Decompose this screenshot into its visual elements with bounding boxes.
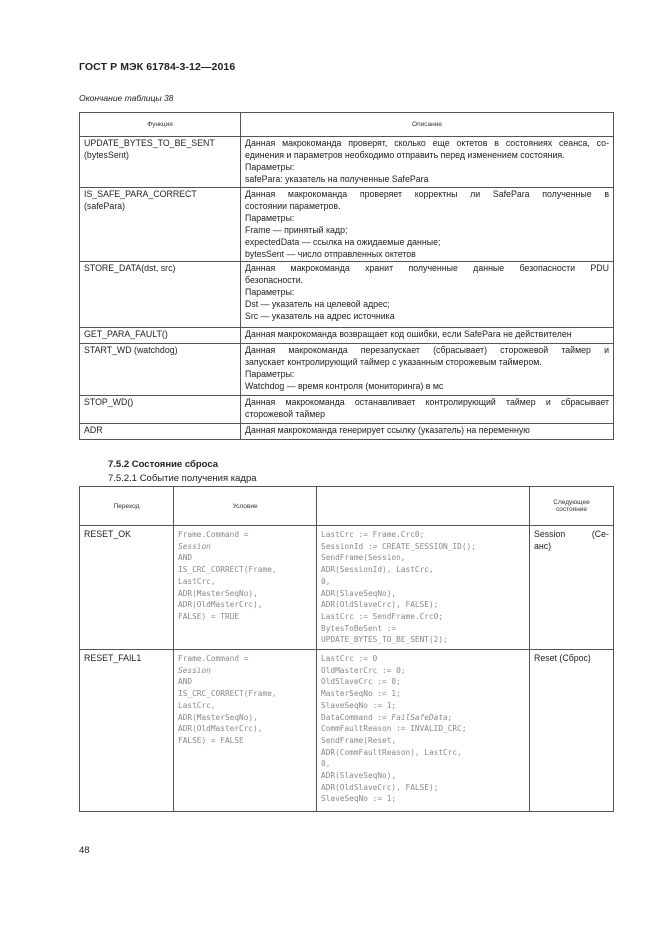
- next-state-line: анс): [534, 540, 552, 551]
- table-row: [80, 396, 614, 424]
- code-line: SlaveSeqNo := 1;: [321, 700, 397, 710]
- code-text: FailSafeData;: [391, 712, 453, 722]
- code-line: LastCrc,: [178, 576, 216, 586]
- next-state-cell: [530, 650, 614, 812]
- description-line: Параметры:: [245, 212, 295, 223]
- column-header-condition: Условие: [174, 487, 317, 526]
- transition-cell: RESET_FAIL1: [80, 650, 174, 812]
- description-line: сторожевой таймер: [245, 409, 326, 420]
- description-line: Параметры:: [245, 287, 295, 298]
- condition-cell: [174, 650, 317, 812]
- description-cell: [241, 137, 614, 188]
- description-cell: [241, 344, 614, 396]
- code-line: OldMasterCrc := 0;: [321, 665, 406, 675]
- column-header-function: Функция: [80, 113, 241, 137]
- function-name: STOP_WD(): [84, 397, 134, 408]
- function-cell: [80, 328, 241, 344]
- description-line: Параметры:: [245, 369, 295, 380]
- function-name: UPDATE_BYTES_TO_BE_SENT: [84, 138, 215, 148]
- table-row: [80, 424, 614, 440]
- code-line: ADR(OldSlaveCrc), FALSE);: [321, 782, 439, 792]
- code-line: ADR(OldSlaveCrc), FALSE);: [321, 600, 439, 610]
- description-line: Параметры:: [245, 161, 295, 172]
- description-line: Данная макрокоманда возвращает код ошибки, если SafePara не действителен: [245, 329, 572, 340]
- column-header-next-state: [530, 487, 614, 526]
- column-header-description: Описание: [241, 113, 614, 137]
- code-line: Frame.Command =: [178, 654, 249, 663]
- description-cell: [241, 396, 614, 424]
- description-line: Watchdog — время контроля (мониторинга) в мс: [245, 381, 444, 392]
- code-line: ADR(OldMasterCrc),: [178, 600, 263, 610]
- code-line: Session: [178, 665, 211, 675]
- action-cell: [317, 526, 530, 650]
- table-header-row: [80, 487, 614, 526]
- code-line: SendFrame(Reset,: [321, 735, 397, 745]
- description-line: единения и параметров необходимо отправить перед изменением состояния.: [245, 149, 565, 160]
- table-row: [80, 526, 614, 650]
- function-cell: [80, 188, 241, 262]
- column-header-transition: Переход: [80, 487, 174, 526]
- action-cell: [317, 650, 530, 812]
- function-cell: [80, 262, 241, 328]
- standard-header: ГОСТ Р МЭК 61784-3-12—2016: [79, 61, 236, 73]
- table-row: [80, 137, 614, 188]
- table-row: [80, 262, 614, 328]
- header-line: Следующее: [553, 499, 590, 506]
- code-line: FALSE) = FALSE: [178, 735, 244, 745]
- subsection-heading: 7.5.2.1 Событие получения кадра: [108, 473, 257, 484]
- page-number: 48: [79, 845, 90, 856]
- code-line: AND: [178, 553, 193, 563]
- description-line: состоянии параметров.: [245, 200, 341, 211]
- description-cell: [241, 424, 614, 440]
- code-line: ADR(SlaveSeqNo),: [321, 588, 397, 598]
- code-line: LastCrc := Frame.Crc0;: [321, 530, 425, 539]
- code-line: Frame.Command =: [178, 530, 249, 539]
- description-cell: [241, 188, 614, 262]
- description-cell: [241, 262, 614, 328]
- description-line: Dst — указатель на целевой адрес;: [245, 299, 390, 310]
- code-line: 0,: [321, 759, 331, 769]
- function-params: (bytesSent): [84, 149, 129, 160]
- function-params: (safePara): [84, 200, 126, 211]
- code-line: IS_CRC_CORRECT(Frame,: [178, 689, 277, 699]
- description-line: безопасности.: [245, 275, 304, 286]
- function-name: STORE_DATA(dst, src): [84, 263, 176, 274]
- next-state-line: Reset (Сброс): [534, 653, 591, 663]
- section-heading: 7.5.2 Состояние сброса: [108, 459, 219, 470]
- description-line: Данная макрокоманда останавливает контролирующий таймер и сбрасывает: [245, 397, 609, 408]
- description-line: Данная макрокоманда проверят, сколько еще октетов в состояниях сеанса, со-: [245, 138, 609, 148]
- code-line: Session: [178, 541, 211, 551]
- description-line: Данная макрокоманда перезапускает (сбрасывает) сторожевой таймер и: [245, 345, 609, 356]
- table-row: [80, 650, 614, 812]
- code-line: ADR(SessionId), LastCrc,: [321, 565, 434, 575]
- code-line: SessionId := CREATE_SESSION_ID();: [321, 541, 476, 551]
- next-state-line: Session (Се-: [534, 529, 609, 539]
- code-line: 0,: [321, 576, 331, 586]
- code-line: ADR(CommFaultReason), LastCrc,: [321, 747, 462, 757]
- description-line: Frame — принятый кадр;: [245, 224, 348, 235]
- function-name: ADR: [84, 425, 103, 436]
- header-line: состояние: [555, 506, 588, 513]
- code-text: DataCommand :=: [321, 712, 392, 722]
- code-line: [321, 713, 452, 722]
- code-line: CommFaultReason := INVALID_CRC;: [321, 724, 467, 734]
- description-line: Src — указатель на адрес источника: [245, 311, 395, 322]
- transition-cell: RESET_OK: [80, 526, 174, 650]
- function-name: GET_PARA_FAULT(): [84, 329, 168, 340]
- code-line: UPDATE_BYTES_TO_BE_SENT(2);: [321, 635, 448, 645]
- function-name: START_WD (watchdog): [84, 345, 178, 356]
- code-line: ADR(OldMasterCrc),: [178, 724, 263, 734]
- code-line: BytesToBeSent :=: [321, 623, 397, 633]
- code-line: MasterSeqNo := 1;: [321, 689, 401, 699]
- functions-table: [79, 112, 614, 440]
- code-line: ADR(MasterSeqNo),: [178, 588, 258, 598]
- function-cell: [80, 344, 241, 396]
- code-line: ADR(MasterSeqNo),: [178, 712, 258, 722]
- code-line: AND: [178, 677, 193, 687]
- code-line: IS_CRC_CORRECT(Frame,: [178, 565, 277, 575]
- description-line: expectedData — ссылка на ожидаемые данные;: [245, 236, 441, 247]
- table-caption: Окончание таблицы 38: [79, 93, 174, 103]
- condition-cell: [174, 526, 317, 650]
- function-cell: [80, 424, 241, 440]
- code-line: FALSE) = TRUE: [178, 611, 240, 621]
- code-line: SendFrame(Session,: [321, 553, 406, 563]
- table-header-row: [80, 113, 614, 137]
- description-line: safePara: указатель на полученные SafePara: [245, 173, 429, 184]
- description-line: Данная макрокоманда проверяет корректны ли SafePara полученные в: [245, 189, 609, 199]
- function-cell: [80, 137, 241, 188]
- table-row: [80, 328, 614, 344]
- description-line: запускает контролирующий таймер с указанным сторожевым таймером.: [245, 357, 542, 368]
- table-row: [80, 344, 614, 396]
- code-line: ADR(SlaveSeqNo),: [321, 771, 397, 781]
- description-line: Данная макрокоманда генерирует ссылку (указатель) на переменную: [245, 425, 530, 436]
- function-name: IS_SAFE_PARA_CORRECT: [84, 189, 197, 199]
- code-line: OldSlaveCrc := 0;: [321, 677, 401, 687]
- description-line: Данная макрокоманда хранит полученные данные безопасности PDU: [245, 263, 609, 274]
- table-row: [80, 188, 614, 262]
- function-cell: [80, 396, 241, 424]
- code-line: LastCrc := 0: [321, 654, 378, 663]
- next-state-cell: [530, 526, 614, 650]
- description-line: bytesSent — число отправленных октетов: [245, 248, 416, 259]
- description-cell: [241, 328, 614, 344]
- code-line: SlaveSeqNo := 1;: [321, 794, 397, 804]
- column-header-action: [317, 487, 530, 526]
- code-line: LastCrc := SendFrame.Crc0;: [321, 611, 444, 621]
- transitions-table: [79, 486, 614, 812]
- code-line: LastCrc,: [178, 700, 216, 710]
